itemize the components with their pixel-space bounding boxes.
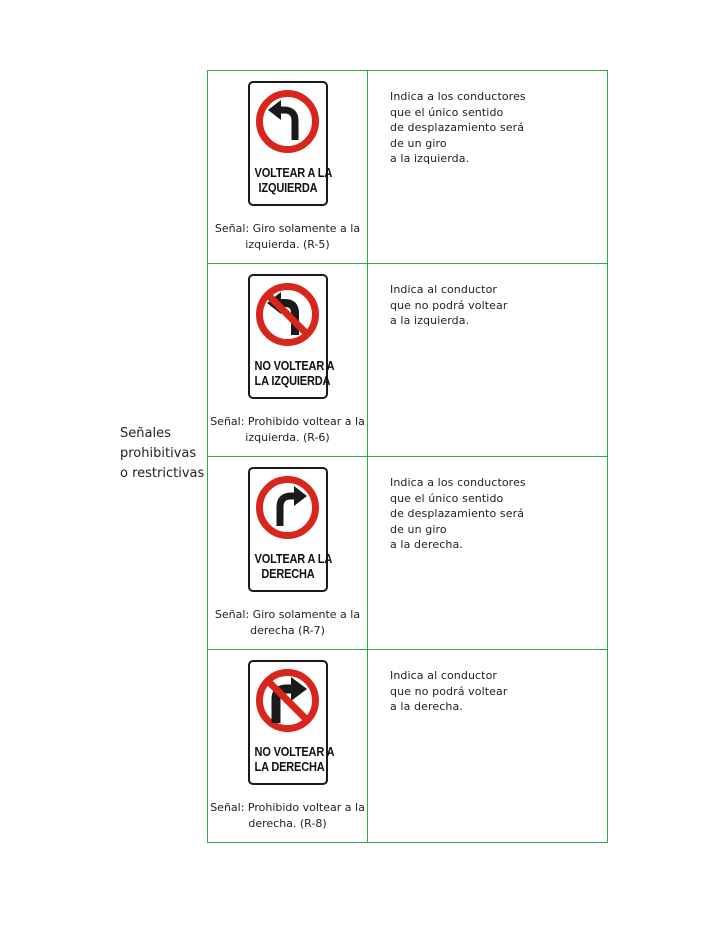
section-label-line: Señales — [120, 426, 171, 441]
table-row — [208, 71, 607, 264]
sign-text — [254, 359, 335, 389]
turn-left-arrow-icon — [254, 88, 321, 155]
sign-text-line: NO VOLTEAR A — [254, 745, 335, 759]
table-row — [208, 650, 607, 843]
sign-text-line: DERECHA — [261, 567, 315, 581]
description-line: que no podrá voltear — [390, 298, 508, 312]
caption-line: derecha (R-7) — [250, 623, 325, 637]
sign-text-line: IZQUIERDA — [258, 181, 318, 195]
no-left-turn-icon — [254, 281, 321, 348]
road-sign-r8 — [248, 660, 335, 785]
description-line: a la izquierda. — [390, 152, 470, 165]
caption-line: derecha. (R-8) — [248, 816, 327, 830]
sign-cell — [208, 71, 367, 264]
description-line: Indica a los conductores — [390, 476, 526, 489]
description-line: de desplazamiento será — [390, 507, 525, 520]
signs-table — [207, 70, 608, 843]
sign-text — [254, 552, 333, 582]
description-line: Indica a los conductores — [390, 90, 526, 103]
description-cell — [368, 264, 607, 457]
description-line: Indica al conductor — [390, 283, 498, 296]
description-line: que no podrá voltear — [390, 684, 508, 698]
section-label-line: o restrictivas — [120, 466, 205, 481]
table-row — [208, 457, 607, 650]
description-cell — [368, 457, 607, 650]
description-line: de desplazamiento será — [390, 121, 525, 134]
sign-description — [390, 89, 526, 167]
sign-cell — [208, 457, 367, 650]
turn-right-arrow-icon — [254, 474, 321, 541]
caption-line: Señal: Prohibido voltear a la — [210, 415, 365, 428]
description-cell — [368, 650, 607, 843]
sign-caption — [208, 414, 367, 445]
no-right-turn-icon — [254, 667, 321, 734]
description-line: de un giro — [390, 522, 447, 536]
sign-caption — [208, 607, 367, 638]
description-cell — [368, 71, 607, 264]
sign-cell — [208, 264, 367, 457]
sign-text-line: LA IZQUIERDA — [254, 374, 331, 388]
sign-text — [254, 745, 335, 775]
table-row — [208, 264, 607, 457]
description-line: a la derecha. — [390, 700, 463, 713]
sign-text-line: VOLTEAR A LA — [254, 552, 333, 566]
sign-cell — [208, 650, 367, 843]
description-line: que el único sentido — [390, 105, 504, 119]
road-sign-r7 — [248, 467, 333, 592]
description-line: a la derecha. — [390, 538, 463, 551]
sign-text-line: LA DERECHA — [254, 760, 325, 774]
description-line: a la izquierda. — [390, 314, 470, 327]
sign-text — [254, 166, 333, 196]
caption-line: Señal: Prohibido voltear a la — [210, 801, 365, 814]
road-sign-r6 — [248, 274, 335, 399]
caption-line: izquierda. (R-6) — [245, 430, 330, 444]
description-line: de un giro — [390, 136, 447, 150]
sign-text-line: NO VOLTEAR A — [254, 359, 335, 373]
sign-caption — [208, 221, 367, 252]
caption-line: Señal: Giro solamente a la — [214, 608, 361, 621]
description-line: Indica al conductor — [390, 669, 498, 682]
road-sign-r5 — [248, 81, 333, 206]
sign-description — [390, 668, 508, 715]
sign-description — [390, 475, 526, 553]
sign-description — [390, 282, 508, 329]
section-label — [120, 424, 210, 484]
sign-caption — [208, 800, 367, 831]
description-line: que el único sentido — [390, 491, 504, 505]
sign-text-line: VOLTEAR A LA — [254, 166, 333, 180]
caption-line: izquierda. (R-5) — [245, 237, 330, 251]
caption-line: Señal: Giro solamente a la — [214, 222, 361, 235]
section-label-line: prohibitivas — [120, 446, 197, 461]
